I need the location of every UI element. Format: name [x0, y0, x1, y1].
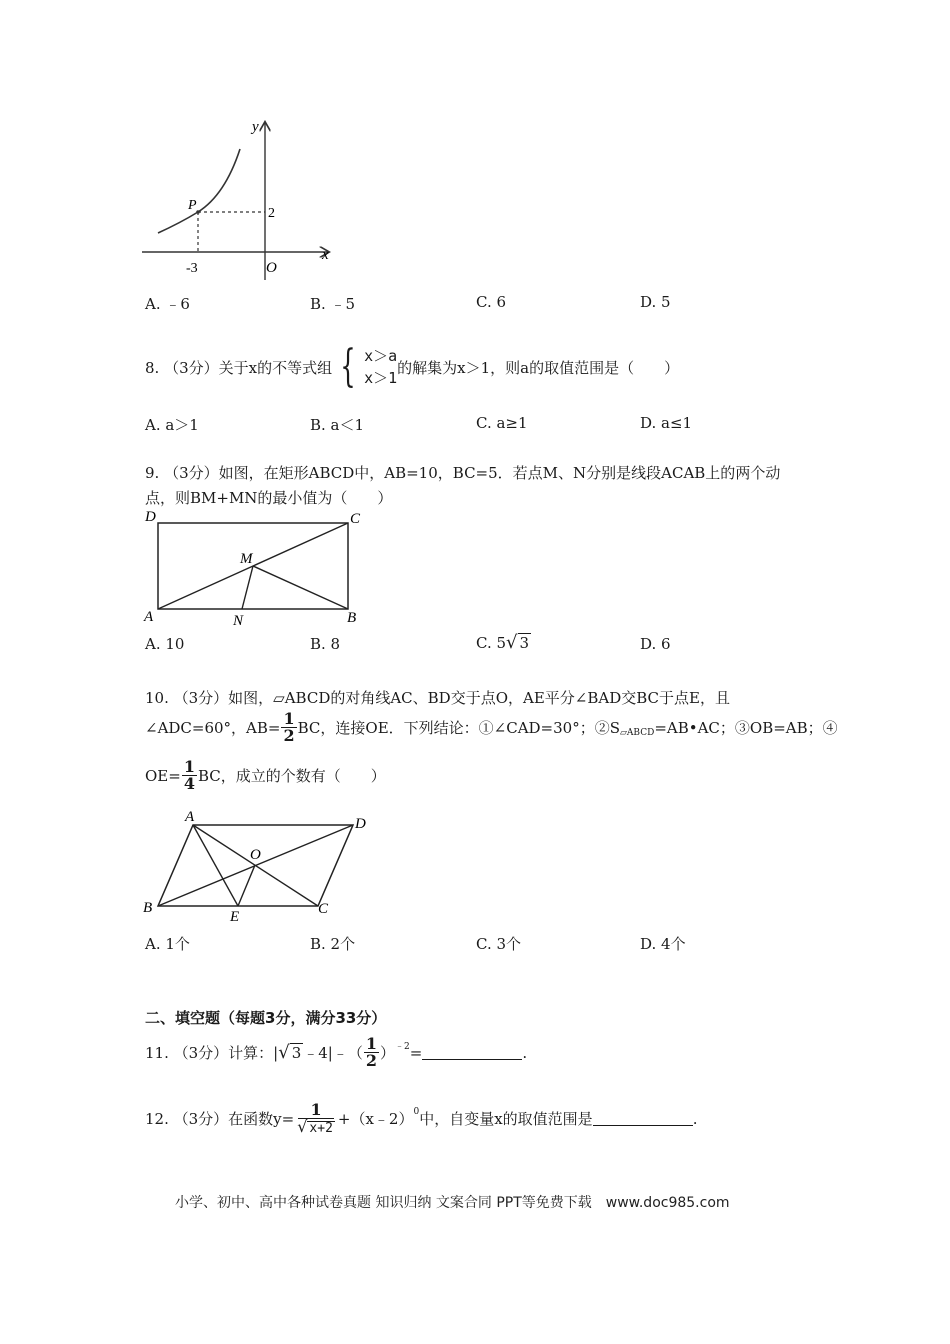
label-d: D: [145, 509, 156, 525]
q7-graph: [140, 115, 340, 285]
q8-option-c[interactable]: C. a≥1: [476, 414, 528, 432]
q12-prefix: 12. （3分）在函数y=: [145, 1110, 295, 1128]
frac-den: 2: [365, 1051, 378, 1070]
q8-system-line1: x＞a: [364, 347, 398, 365]
q12-suffix: 中，自变量x的取值范围是: [419, 1110, 593, 1128]
q7-option-b[interactable]: B. ﹣5: [310, 295, 356, 313]
origin-label: O: [266, 260, 277, 276]
y-label: y: [252, 119, 259, 135]
frac-num: 1: [283, 709, 295, 728]
q10-fraction-half: [281, 711, 296, 744]
segment-mn: [242, 566, 253, 609]
q8-system: [364, 345, 397, 389]
frac-den: 2: [283, 726, 295, 745]
q8-option-a[interactable]: A. a＞1: [145, 416, 199, 434]
q11-exponent: ﹣2: [395, 1042, 410, 1052]
q9-option-c-radicand: 3: [519, 634, 530, 652]
point-p: [196, 210, 200, 214]
curve: [158, 149, 240, 233]
q11-mid: ﹣4|﹣（: [303, 1044, 363, 1062]
q10-line2-c: =AB•AC；③OB=AB；④: [654, 719, 838, 737]
q10-stem-line3: [145, 759, 386, 792]
label-a: A: [144, 609, 154, 625]
sqrt-sign: √: [297, 1117, 308, 1136]
q9-option-c-prefix: C. 5: [476, 634, 507, 652]
q10-line2-a: ∠ADC=60°，AB=: [145, 719, 281, 737]
q10-line3-a: OE=: [145, 766, 181, 785]
q12-mid: +（x﹣2）: [337, 1110, 414, 1128]
q12-stem: [145, 1102, 697, 1135]
q9-stem-line1: 9. （3分）如图，在矩形ABCD中，AB=10，BC=5．若点M、N分别是线段ACAB上的两个动: [145, 464, 781, 482]
q10-fraction-quarter: [182, 759, 197, 792]
q8-stem: [145, 341, 680, 392]
segment-ae: [193, 825, 238, 906]
frac-num: 1: [298, 1102, 333, 1119]
q12-fraction: [295, 1102, 337, 1135]
segment-bm: [253, 566, 348, 609]
q11-stem: [145, 1036, 527, 1069]
sqrt-sign: √: [506, 632, 518, 653]
label-b: B: [347, 610, 357, 626]
q8-suffix: 的解集为x＞1，则a的取值范围是（ ）: [397, 358, 680, 377]
frac-num: 1: [183, 757, 195, 776]
label-m: M: [240, 551, 253, 567]
footer-text: 小学、初中、高中各种试卷真题 知识归纳 文案合同 PPT等免费下载 www.doc985.com: [175, 1195, 730, 1211]
x-tick-label: -3: [186, 261, 198, 276]
q10-figure: [138, 806, 378, 926]
q8-option-b[interactable]: B. a＜1: [310, 416, 365, 434]
label-n: N: [233, 613, 244, 629]
q11-fraction: [364, 1036, 379, 1069]
q11-end: .: [522, 1043, 528, 1062]
q12-radicand: x+2: [309, 1121, 333, 1136]
q9-option-c[interactable]: [476, 632, 531, 653]
frac-den: 4: [183, 774, 195, 793]
label-a: A: [185, 809, 195, 825]
q11-close: ）: [380, 1044, 396, 1062]
q11-answer-blank[interactable]: [422, 1045, 522, 1060]
q9-option-a[interactable]: A. 10: [145, 635, 185, 653]
q12-answer-blank[interactable]: [593, 1111, 693, 1126]
q10-option-a[interactable]: A. 1个: [145, 935, 190, 953]
q8-option-d[interactable]: D. a≤1: [640, 414, 693, 432]
q10-option-b[interactable]: B. 2个: [310, 935, 356, 953]
p-label: P: [188, 198, 197, 213]
q10-stem-line1: 10. （3分）如图，▱ABCD的对角线AC、BD交于点O，AE平分∠BAD交BC于点E，且: [145, 689, 730, 707]
q10-option-d[interactable]: D. 4个: [640, 935, 686, 953]
q8-prefix: 8. （3分）关于x的不等式组: [145, 358, 333, 377]
q9-figure: [140, 505, 380, 635]
q7-option-d[interactable]: D. 5: [640, 293, 671, 311]
label-c: C: [350, 511, 361, 527]
q9-stem-line2: 点，则BM+MN的最小值为（ ）: [145, 489, 393, 507]
q12-end: .: [692, 1109, 698, 1128]
q11-prefix: 11. （3分）计算：|: [145, 1044, 279, 1062]
q10-option-c[interactable]: C. 3个: [476, 935, 522, 953]
section-title: 二、填空题（每题3分，满分33分）: [145, 1009, 387, 1027]
q7-option-a[interactable]: A. ﹣6: [145, 295, 190, 313]
q10-line2-sub: ▱ABCD: [620, 727, 655, 738]
x-label: x: [322, 247, 329, 263]
q10-line3-b: BC，成立的个数有（ ）: [197, 767, 386, 785]
q9-option-b[interactable]: B. 8: [310, 635, 341, 653]
label-d: D: [355, 816, 366, 832]
q11-radicand: 3: [291, 1044, 302, 1062]
sqrt-sign: √: [278, 1042, 290, 1063]
q8-system-line2: x＞1: [364, 369, 398, 387]
y-tick-label: 2: [268, 206, 275, 221]
frac-den: [295, 1119, 337, 1135]
q12-exponent: 0: [413, 1106, 420, 1117]
label-c: C: [318, 901, 329, 917]
q10-line2-b: BC，连接OE．下列结论：①∠CAD=30°；②S: [297, 719, 620, 737]
label-b: B: [143, 900, 153, 916]
label-o: O: [250, 847, 261, 863]
q7-option-c[interactable]: C. 6: [476, 293, 507, 311]
q10-stem-line2: [145, 711, 838, 744]
q8-brace: {: [340, 341, 356, 392]
q9-option-d[interactable]: D. 6: [640, 635, 671, 653]
label-e: E: [230, 909, 240, 925]
frac-num: 1: [365, 1034, 378, 1053]
q11-equals: =: [409, 1043, 423, 1062]
